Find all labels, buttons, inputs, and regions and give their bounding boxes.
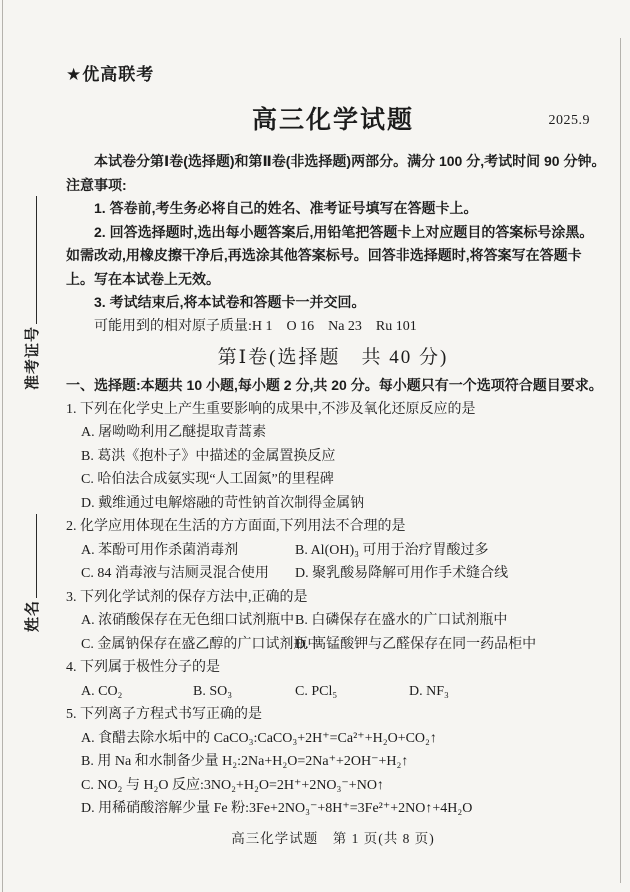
name-label: 姓名 <box>24 599 41 632</box>
scan-edge-left <box>2 0 3 892</box>
question-5 <box>66 703 600 821</box>
question-4-options <box>66 680 600 704</box>
question-1-options <box>66 421 600 515</box>
option-d: D. 高锰酸钾与乙醛保存在同一药品柜中 <box>295 636 537 652</box>
notice-2-line-2: 如需改动,用橡皮擦干净后,再选涂其他答案标号。回答非选择题时,将答案写在答题卡 <box>66 247 582 263</box>
question-5-stem: 5. 下列离子方程式书写正确的是 <box>66 707 262 722</box>
notice-2-line-1: 2. 回答选择题时,选出每小题答案后,用铅笔把答题卡上对应题目的答案标号涂黑。 <box>94 223 594 240</box>
question-1-stem: 1. 下列在化学史上产生重要影响的成果中,不涉及氧化还原反应的是 <box>66 401 476 417</box>
exam-number-blank-line <box>31 196 37 324</box>
question-5-options <box>66 727 600 821</box>
option-a: A. 屠呦呦利用乙醚提取青蒿素 <box>81 425 267 440</box>
title-row <box>66 100 600 138</box>
notice-1: 1. 答卷前,考生务必将自己的姓名、准考证号填写在答题卡上。 <box>94 200 478 216</box>
league-mark: ★优高联考 <box>66 65 155 84</box>
option-d: D. 戴维通过电解熔融的苛性钠首次制得金属钠 <box>81 495 365 511</box>
seal-name <box>21 514 42 632</box>
paper-content <box>66 0 606 821</box>
option-b: B. SO₃ <box>193 683 233 699</box>
question-4 <box>66 656 600 703</box>
question-1 <box>66 398 600 516</box>
option-a: A. 苯酚可用作杀菌消毒剂 <box>81 542 239 558</box>
option-d: D. 用稀硝酸溶解少量 Fe 粉:3Fe+2NO₃⁻+8H⁺=3Fe²⁺+2NO↑+4H₂O <box>81 801 473 816</box>
section1-instructions: 一、选择题:本题共 10 小题,每小题 2 分,共 20 分。每小题只有一个选项符合题目要求。 <box>66 377 603 393</box>
section1-heading: 第Ⅰ卷(选择题 共 40 分) <box>217 347 449 368</box>
atomic-mass-line: 可能用到的相对原子质量:H 1 O 16 Na 23 Ru 101 <box>94 318 417 334</box>
exam-date: 2025.9 <box>548 113 590 128</box>
page-title: 高三化学试题 <box>251 107 414 134</box>
scan-edge-right <box>620 38 621 883</box>
option-c: C. 哈伯法合成氨实现“人工固氮”的里程碑 <box>81 472 334 487</box>
name-blank-line <box>31 514 37 598</box>
option-c: C. 84 消毒液与洁厕灵混合使用 <box>81 566 269 581</box>
option-d: D. 聚乳酸易降解可用作手术缝合线 <box>295 566 509 581</box>
front-matter <box>66 150 606 338</box>
option-d: D. NF₃ <box>409 683 449 699</box>
question-3-options <box>66 609 600 656</box>
option-c: C. 金属钠保存在盛乙醇的广口试剂瓶中 <box>81 636 322 652</box>
option-a: A. CO₂ <box>81 683 123 699</box>
option-a: A. 食醋去除水垢中的 CaCO₃:CaCO₃+2H⁺=Ca²⁺+H₂O+CO₂↑ <box>81 730 437 746</box>
notice-2-line-3: 上。写在本试卷上无效。 <box>66 270 220 287</box>
question-2-options <box>66 539 600 586</box>
option-a: A. 浓硝酸保存在无色细口试剂瓶中 <box>81 613 295 628</box>
option-c: C. NO₂ 与 H₂O 反应:3NO₂+H₂O=2H⁺+2NO₃⁻+NO↑ <box>81 777 384 793</box>
option-b: B. 白磷保存在盛水的广口试剂瓶中 <box>295 613 508 628</box>
question-3-stem: 3. 下列化学试剂的保存方法中,正确的是 <box>66 589 308 605</box>
question-3 <box>66 586 600 657</box>
seal-exam-number <box>21 196 42 390</box>
exam-number-label: 准考证号 <box>24 325 41 390</box>
option-c: C. PCl₅ <box>295 683 338 699</box>
intro-paragraph: 本试卷分第Ⅰ卷(选择题)和第Ⅱ卷(非选择题)两部分。满分 100 分,考试时间 90 分钟。 <box>94 153 606 169</box>
question-4-stem: 4. 下列属于极性分子的是 <box>66 660 220 675</box>
option-b: B. Al(OH)₃ 可用于治疗胃酸过多 <box>295 542 489 558</box>
option-b: B. 用 Na 和水制备少量 H₂:2Na+H₂O=2Na⁺+2OH⁻+H₂↑ <box>81 754 409 769</box>
notice-3: 3. 考试结束后,将本试卷和答题卡一并交回。 <box>94 294 366 310</box>
notice-heading: 注意事项: <box>66 176 127 193</box>
option-b: B. 葛洪《抱朴子》中描述的金属置换反应 <box>81 448 336 464</box>
question-2-stem: 2. 化学应用体现在生活的方方面面,下列用法不合理的是 <box>66 519 406 534</box>
page-footer: 高三化学试题 第 1 页(共 8 页) <box>231 831 435 846</box>
question-2 <box>66 515 600 586</box>
